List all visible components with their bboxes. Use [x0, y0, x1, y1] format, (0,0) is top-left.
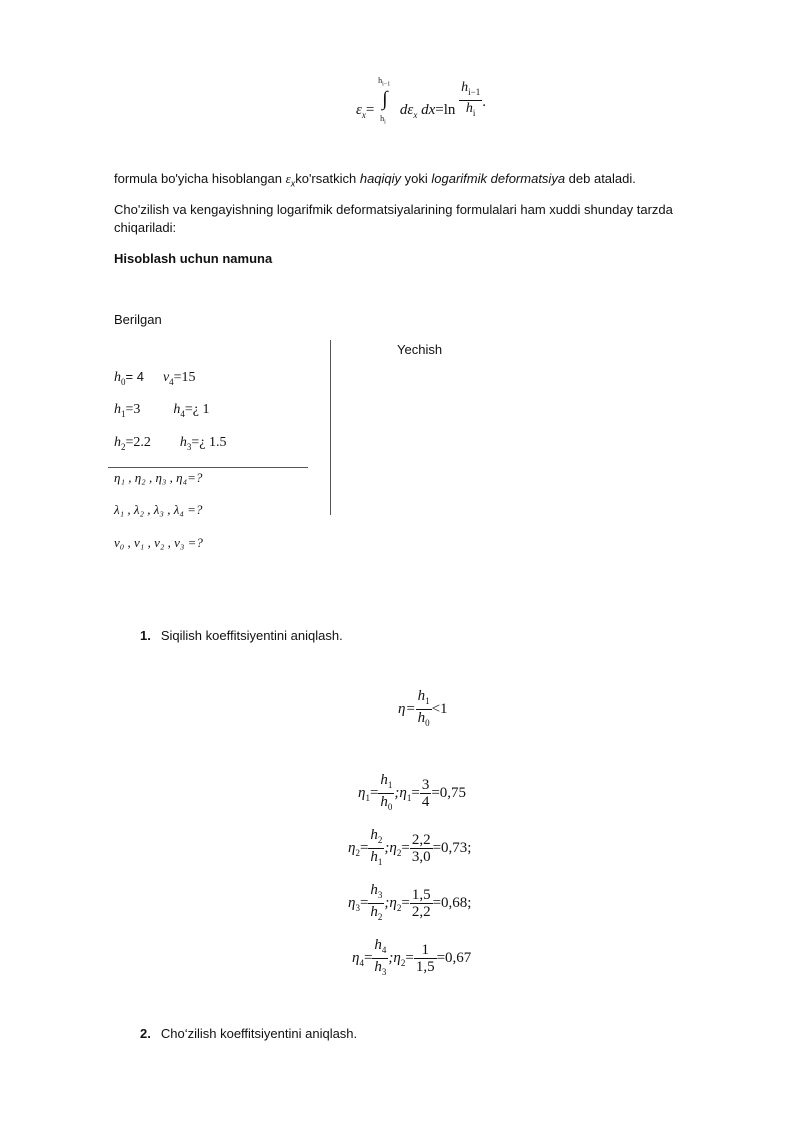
step-1: 1. Siqilish koeffitsiyentini aniqlash.	[140, 628, 343, 643]
paragraph-stretching: Cho'zilish va kengayishning logarifmik deformatsiyalarining formulalari ham xuddi shunday tarzda chiqariladi:	[114, 202, 673, 235]
integral-sign: $h_{i-1}$ ∫ $h_i$	[378, 76, 391, 126]
given-row-2: $h_1=3$ $h_4=¿$ 1	[114, 402, 210, 419]
top-fraction: $\frac{h_{i-1}}{h_i}$	[461, 80, 481, 118]
unknown-nu: ν₀ , ν₁ , ν₂ , ν₃ =?	[114, 535, 203, 550]
solution-label: Yechish	[397, 342, 443, 357]
calc-row: $\eta_3=$ $\frac{h_3}{h_2}$ $;\eta_2=$ $\frac{1,5}{2,2}$ =0,68;	[348, 882, 472, 922]
vertical-divider	[330, 340, 331, 515]
given-label: Berilgan	[114, 312, 162, 327]
horizontal-divider	[108, 467, 308, 468]
top-formula: $\varepsilon_x=$ $h_{i-1}$ ∫ $h_i$ $d\varepsilon_x$ dx=ln $\frac{h_{i-1}}{h_i}$ .	[356, 76, 486, 126]
epsilon-symbol: ε	[356, 101, 362, 118]
paragraph-definition: formula bo'yicha hisoblangan $\varepsilon_xko'rsatkich$ haqiqiy yoki logarifmik deformatsiya deb ataladi.	[114, 171, 636, 189]
definition-formula: η= $\frac{h_1}{h_0}$ <1	[398, 688, 448, 728]
unknown-lambda: λ₁ , λ₂ , λ₃ , λ₄ =?	[114, 502, 203, 517]
unknown-eta: η₁ , η₂ , η₃ , η₄=?	[114, 470, 203, 485]
calc-row: $\eta_2=$ $\frac{h_2}{h_1}$ $;\eta_2=$ $\frac{2,2}{3,0}$ =0,73;	[348, 827, 472, 867]
step-2: 2. Cho‘zilish koeffitsiyentini aniqlash.	[140, 1026, 358, 1041]
calc-row: $\eta_1=$ $\frac{h_1}{h_0}$ $;\eta_1=$ $\frac{3}{4}$ =0,75	[358, 772, 467, 812]
given-row-3: $h_2=2.2$ $h_3=¿$ 1.5	[114, 435, 227, 452]
section-heading: Hisoblash uchun namuna	[114, 251, 273, 266]
given-row-1: $h_0= 4$ $\nu_4=15$	[114, 369, 196, 387]
calc-row: $\eta_4=$ $\frac{h_4}{h_3}$ $;\eta_2=$ $\frac{1}{1,5}$ =0,67	[352, 937, 472, 977]
